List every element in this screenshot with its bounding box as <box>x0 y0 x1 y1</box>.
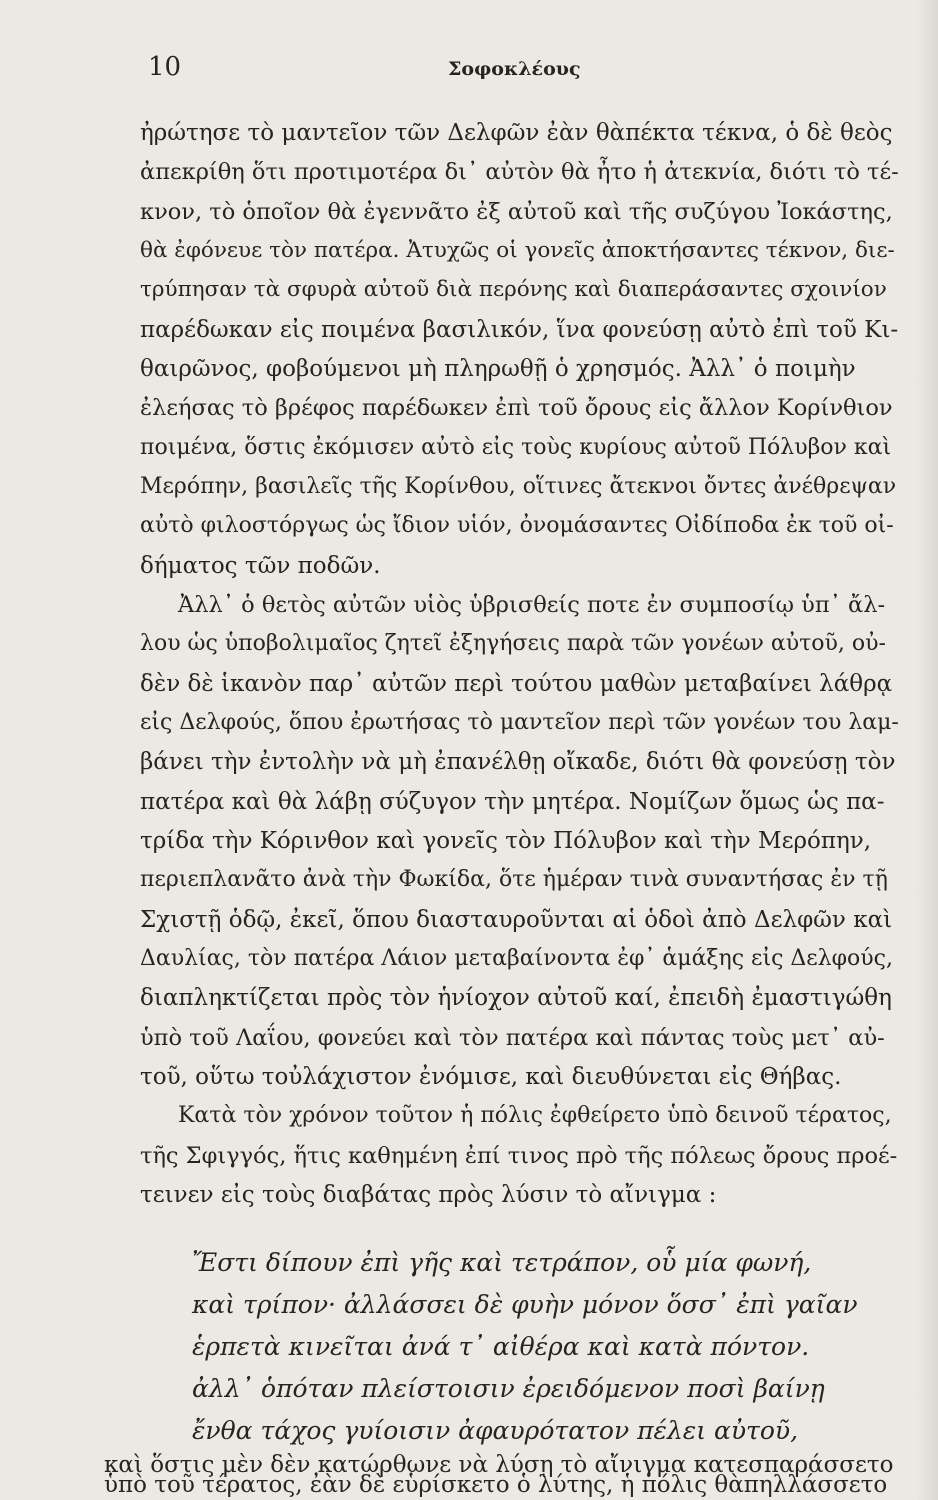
verse-line: ἀλλ᾿ ὁπόταν πλείστοισιν ἐρειδόμενον ποσὶ βαίνῃ <box>192 1374 825 1403</box>
text-line: περιεπλανᾶτο ἀνὰ τὴν Φωκίδα, ὅτε ἡμέραν τινὰ συναντήσας ἐν τῇ <box>140 867 888 892</box>
text-line: Ἀλλ᾿ ὁ θετὸς αὐτῶν υἱὸς ὑβρισθείς ποτε ἐν συμποσίῳ ὑπ᾿ ἄλ- <box>178 592 886 618</box>
text-line: τρύπησαν τὰ σφυρὰ αὐτοῦ διὰ περόνης καὶ διαπεράσαντες σχοινίον <box>140 277 887 302</box>
text-line: τοῦ, οὕτω τοὐλάχιστον ἐνόμισε, καὶ διευθύνεται εἰς Θήβας. <box>140 1064 842 1090</box>
verse-line: Ἔστι δίπουν ἐπὶ γῆς καὶ τετράπον, οὗ μία φωνή, <box>192 1248 812 1277</box>
text-line: βάνει τὴν ἐντολὴν νὰ μὴ ἐπανέλθῃ οἴκαδε, διότι θὰ φονεύσῃ τὸν <box>140 749 896 775</box>
text-line: ἐλεήσας τὸ βρέφος παρέδωκεν ἐπὶ τοῦ ὄρους εἰς ἄλλον Κορίνθιον <box>140 395 893 421</box>
text-line: Κατὰ τὸν χρόνον τοῦτον ἡ πόλις ἐφθείρετο ὑπὸ δεινοῦ τέρατος, <box>178 1103 892 1128</box>
text-line: τρίδα τὴν Κόρινθον καὶ γονεῖς τὸν Πόλυβον καὶ τὴν Μερόπην, <box>140 828 872 854</box>
page-number: 10 <box>148 52 182 82</box>
verse-line: καὶ τρίπον· ἀλλάσσει δὲ φυὴν μόνον ὅσσ᾿ ἐπὶ γαῖαν <box>192 1290 858 1319</box>
text-line: δήματος τῶν ποδῶν. <box>140 553 381 579</box>
text-line: αὐτὸ φιλοστόργως ὡς ἴδιον υἱόν, ὀνομάσαντες Οἰδίποδα ἐκ τοῦ οἰ- <box>140 513 894 538</box>
text-line: πατέρα καὶ θὰ λάβῃ σύζυγον τὴν μητέρα. Νομίζων ὅμως ὡς πα- <box>140 789 885 815</box>
running-head: Σοφοκλέους <box>448 58 581 80</box>
verse-line: ἔνθα τάχος γυίοισιν ἀφαυρότατον πέλει αὐτοῦ, <box>192 1416 799 1445</box>
text-line: Σχιστῇ ὁδῷ, ἐκεῖ, ὅπου διασταυροῦνται αἱ ὁδοὶ ἀπὸ Δελφῶν καὶ <box>140 907 893 933</box>
page-header <box>148 52 848 92</box>
text-line: τεινεν εἰς τοὺς διαβάτας πρὸς λύσιν τὸ αἴνιγμα : <box>140 1182 717 1208</box>
text-line: κνον, τὸ ὁποῖον θὰ ἐγεννᾶτο ἐξ αὐτοῦ καὶ τῆς συζύγου Ἰοκάστης, <box>140 199 893 225</box>
text-line: ὑπὸ τοῦ τέρατος, ἐὰν δὲ εὑρίσκετο ὁ λύτης, ἡ πόλις θὰπηλλάσσετο <box>104 1472 888 1498</box>
text-line: Δαυλίας, τὸν πατέρα Λάιον μεταβαίνοντα ἐφ᾿ ἁμάξης εἰς Δελφούς, <box>140 946 893 971</box>
text-line: θαιρῶνος, φοβούμενοι μὴ πληρωθῇ ὁ χρησμός. Ἀλλ᾿ ὁ ποιμὴν <box>140 356 856 382</box>
text-line: δὲν δὲ ἱκανὸν παρ᾿ αὐτῶν περὶ τούτου μαθὼν μεταβαίνει λάθρᾳ <box>140 671 893 697</box>
verse-line: ἑρπετὰ κινεῖται ἀνά τ᾿ αἰθέρα καὶ κατὰ πόντον. <box>192 1332 810 1361</box>
text-line: θὰ ἐφόνευε τὸν πατέρα. Ἀτυχῶς οἱ γονεῖς ἀποκτήσαντες τέκνον, διε- <box>140 238 895 263</box>
text-line: ποιμένα, ὅστις ἐκόμισεν αὐτὸ εἰς τοὺς κυρίους αὐτοῦ Πόλυβον καὶ <box>140 435 892 460</box>
text-line: ἠρώτησε τὸ μαντεῖον τῶν Δελφῶν ἐὰν θὰπέκτα τέκνα, ὁ δὲ θεὸς <box>140 120 893 146</box>
text-line: παρέδωκαν εἰς ποιμένα βασιλικόν, ἵνα φονεύσῃ αὐτὸ ἐπὶ τοῦ Κι- <box>140 317 899 343</box>
text-line: λου ὡς ὑποβολιμαῖος ζητεῖ ἐξηγήσεις παρὰ τῶν γονέων αὐτοῦ, οὐ- <box>140 631 886 656</box>
text-line: καὶ ὅστις μὲν δὲν κατώρθωνε νὰ λύσῃ τὸ αἴνιγμα κατεσπαράσσετο <box>104 1452 894 1478</box>
text-line: ἀπεκρίθη ὅτι προτιμοτέρα δι᾿ αὐτὸν θὰ ἦτο ἡ ἀτεκνία, διότι τὸ τέ- <box>140 159 899 185</box>
text-line: ὑπὸ τοῦ Λαΐου, φονεύει καὶ τὸν πατέρα καὶ πάντας τοὺς μετ᾿ αὐ- <box>140 1025 885 1051</box>
text-line: Μερόπην, βασιλεῖς τῆς Κορίνθου, οἵτινες ἄτεκνοι ὄντες ἀνέθρεψαν <box>140 474 897 499</box>
text-line: εἰς Δελφούς, ὅπου ἐρωτήσας τὸ μαντεῖον περὶ τῶν γονέων του λαμ- <box>140 710 899 735</box>
text-line: τῆς Σφιγγός, ἥτις καθημένη ἐπί τινος πρὸ τῆς πόλεως ὄρους προέ- <box>140 1143 898 1169</box>
text-line: διαπληκτίζεται πρὸς τὸν ἡνίοχον αὐτοῦ καί, ἐπειδὴ ἐμαστιγώθη <box>140 985 892 1011</box>
